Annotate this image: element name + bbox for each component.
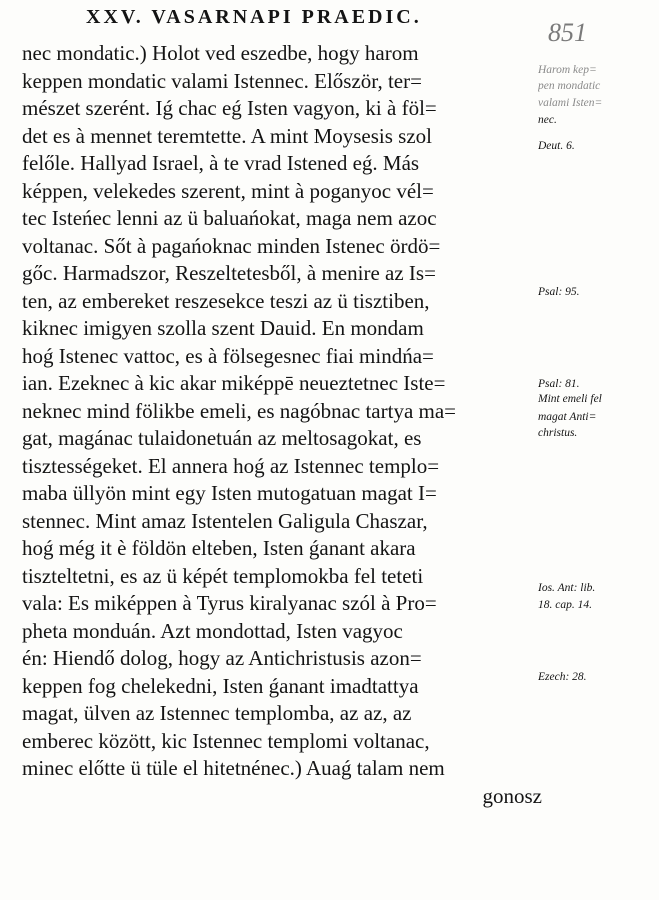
- margin-note: Mint emeli fel: [538, 393, 602, 405]
- text-line: gőc. Harmadszor, Reszeltetesből, à menire az Is=: [22, 261, 436, 285]
- text-line: det es à mennet teremtette. A mint Moysesis szol: [22, 123, 433, 148]
- margin-note: Ezech: 28.: [538, 671, 587, 683]
- text-line: neknec mind fölikbe emeli, es nagóbnac tartya ma=: [22, 398, 457, 423]
- text-line: felőle. Hallyad Israel, à te vrad Istened eǵ. Más: [22, 151, 420, 175]
- text-line: képpen, velekedes szerent, mint à poganyoc vél=: [22, 178, 434, 203]
- margin-note: Harom kep=: [538, 64, 597, 76]
- margin-note: Ios. Ant: lib.: [538, 582, 596, 594]
- text-line: keppen fog chelekedni, Isten ǵanant imadtattya: [22, 673, 419, 698]
- margin-note: nec.: [538, 114, 557, 126]
- text-line: vala: Es miképpen à Tyrus kiralyanac szól à Pro=: [22, 591, 437, 615]
- text-line: mészet szerént. Iǵ chac eǵ Isten vagyon, ki à föl=: [22, 96, 437, 120]
- text-line: hoǵ még it è földön elteben, Isten ǵanant akara: [22, 536, 416, 560]
- text-line: gonosz: [482, 783, 542, 808]
- margin-note: magat Anti=: [538, 411, 597, 423]
- text-line: tisztességeket. El annera hoǵ az Istennec templo=: [22, 453, 440, 478]
- margin-note: Deut. 6.: [538, 140, 575, 152]
- text-line: minec előtte ü tüle el hitetnénec.) Auaǵ talam nem: [22, 756, 445, 780]
- text-line: tiszteltetni, es az ü képét templomokba fel teteti: [22, 563, 424, 588]
- text-line: emberec között, kic Istennec templomi voltanac,: [22, 728, 430, 753]
- running-head: XXV. VASARNAPI PRAEDIC.: [86, 6, 422, 28]
- text-line: ian. Ezeknec à kic akar miképpē neueztetnec Iste=: [22, 371, 446, 395]
- text-line: én: Hiendő dolog, hogy az Antichristusis azon=: [22, 646, 422, 670]
- text-line: voltanac. Sőt à pagańoknac minden Istenec ördö=: [22, 233, 441, 258]
- margin-note: Psal: 95.: [538, 286, 580, 298]
- text-line: keppen mondatic valami Istennec. Először, ter=: [22, 68, 422, 93]
- text-line: tec Isteńec lenni az ü baluańokat, maga nem azoc: [22, 206, 437, 230]
- text-line: gat, magánac tulaidonetuán az meltosagokat, es: [22, 426, 422, 450]
- text-line: hoǵ Istenec vattoc, es à fölsegesnec fiai mindńa=: [22, 343, 434, 368]
- margin-note: Psal: 81.: [538, 378, 580, 390]
- text-line: kiknec imigyen szolla szent Dauid. En mondam: [22, 316, 424, 340]
- text-line: magat, ülven az Istennec templomba, az az, az: [22, 701, 412, 725]
- margin-note: pen mondatic: [538, 80, 601, 92]
- body-text: [22, 40, 542, 810]
- margin-note: christus.: [538, 427, 578, 439]
- margin-note: 18. cap. 14.: [538, 599, 592, 611]
- text-line: pheta monduán. Azt mondottad, Isten vagyoc: [22, 618, 403, 643]
- page-number: 851: [548, 18, 587, 47]
- text-line: nec mondatic.) Holot ved eszedbe, hogy harom: [22, 41, 419, 65]
- text-line: ten, az embereket reszesekce teszi az ü tisztiben,: [22, 288, 430, 313]
- text-line: maba üllyön mint egy Isten mutogatuan magat I=: [22, 481, 437, 505]
- text-line: stennec. Mint amaz Istentelen Galigula Chaszar,: [22, 508, 428, 533]
- margin-note: valami Isten=: [538, 97, 603, 109]
